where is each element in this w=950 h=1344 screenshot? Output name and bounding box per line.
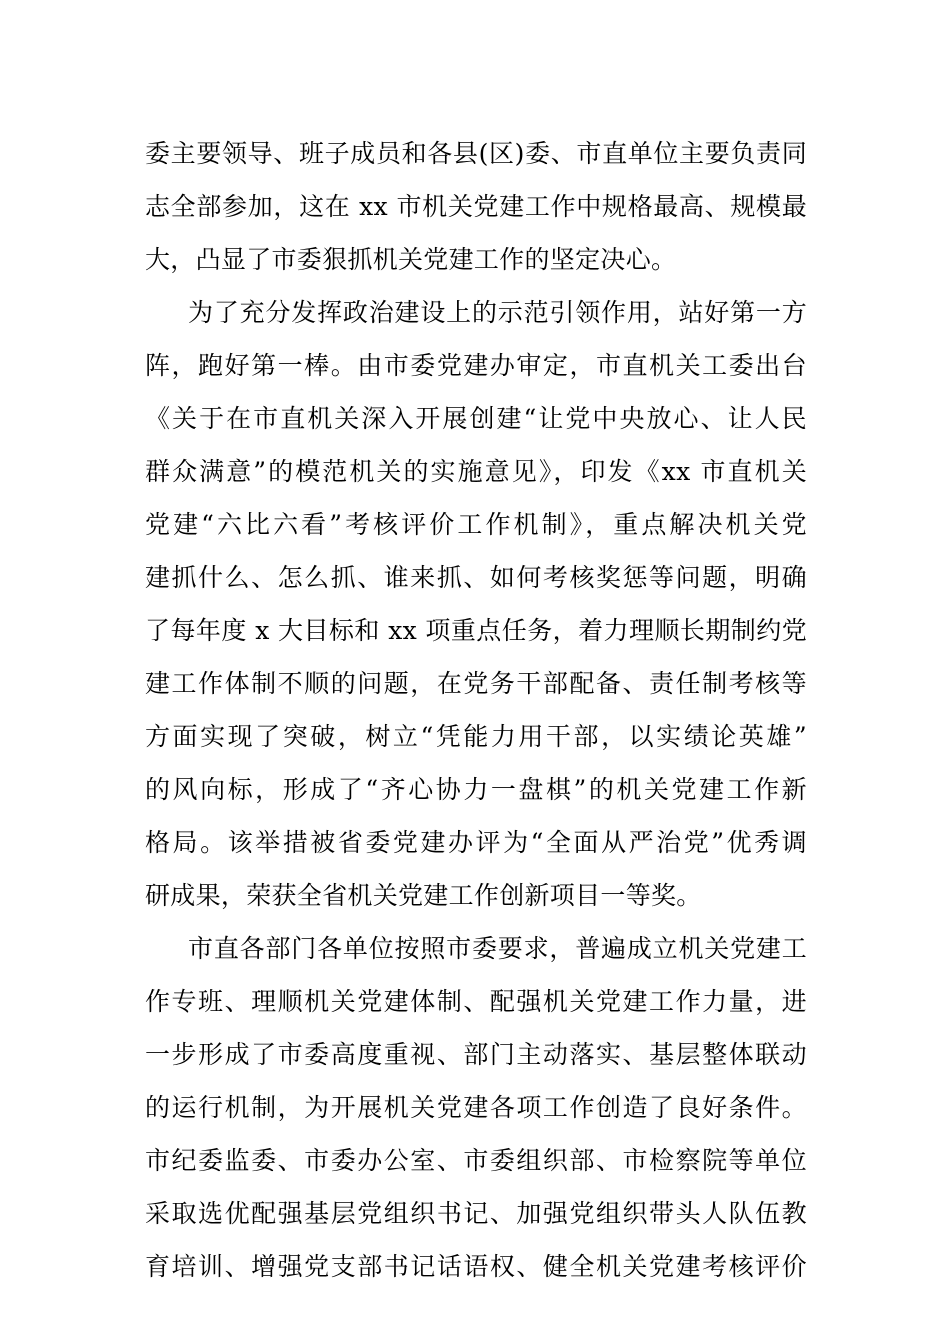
text-line-13: 的风向标，形成了“齐心协力一盘棋”的机关党建工作新 (145, 775, 807, 804)
text-line-21: 采取选优配强基层党组织书记、加强党组织带头人队伍教 (145, 1199, 807, 1228)
text-line-11: 建工作体制不顺的问题，在党务干部配备、责任制考核等 (145, 669, 807, 698)
text-line-6: 《关于在市直机关深入开展创建“让党中央放心、让人民 (145, 404, 807, 433)
text-line-10: 了每年度 x 大目标和 xx 项重点任务，着力理顺长期制约党 (145, 616, 807, 645)
text-line-4: 为了充分发挥政治建设上的示范引领作用，站好第一方 (188, 298, 807, 327)
text-line-3: 大，凸显了市委狠抓机关党建工作的坚定决心。 (145, 245, 677, 274)
text-line-22: 育培训、增强党支部书记话语权、健全机关党建考核评价 (145, 1252, 807, 1281)
text-line-17: 作专班、理顺机关党建体制、配强机关党建工作力量，进 (145, 987, 807, 1016)
text-line-18: 一步形成了市委高度重视、部门主动落实、基层整体联动 (145, 1040, 807, 1069)
text-line-20: 市纪委监委、市委办公室、市委组织部、市检察院等单位 (145, 1146, 807, 1175)
text-line-16: 市直各部门各单位按照市委要求，普遍成立机关党建工 (188, 934, 807, 963)
text-line-1: 委主要领导、班子成员和各县(区)委、市直单位主要负责同 (145, 139, 807, 168)
text-line-5: 阵，跑好第一棒。由市委党建办审定，市直机关工委出台 (145, 351, 807, 380)
text-line-9: 建抓什么、怎么抓、谁来抓、如何考核奖惩等问题，明确 (145, 563, 807, 592)
body-text (145, 127, 807, 1293)
text-line-8: 党建“六比六看”考核评价工作机制》，重点解决机关党 (145, 510, 807, 539)
text-line-14: 格局。该举措被省委党建办评为“全面从严治党”优秀调 (145, 828, 807, 857)
text-line-7: 群众满意”的模范机关的实施意见》，印发《xx 市直机关 (145, 457, 807, 486)
text-line-15: 研成果，荣获全省机关党建工作创新项目一等奖。 (145, 881, 702, 910)
text-line-19: 的运行机制，为开展机关党建各项工作创造了良好条件。 (145, 1093, 807, 1122)
text-line-12: 方面实现了突破，树立“凭能力用干部，以实绩论英雄” (145, 722, 807, 751)
text-line-2: 志全部参加，这在 xx 市机关党建工作中规格最高、规模最 (145, 192, 807, 221)
